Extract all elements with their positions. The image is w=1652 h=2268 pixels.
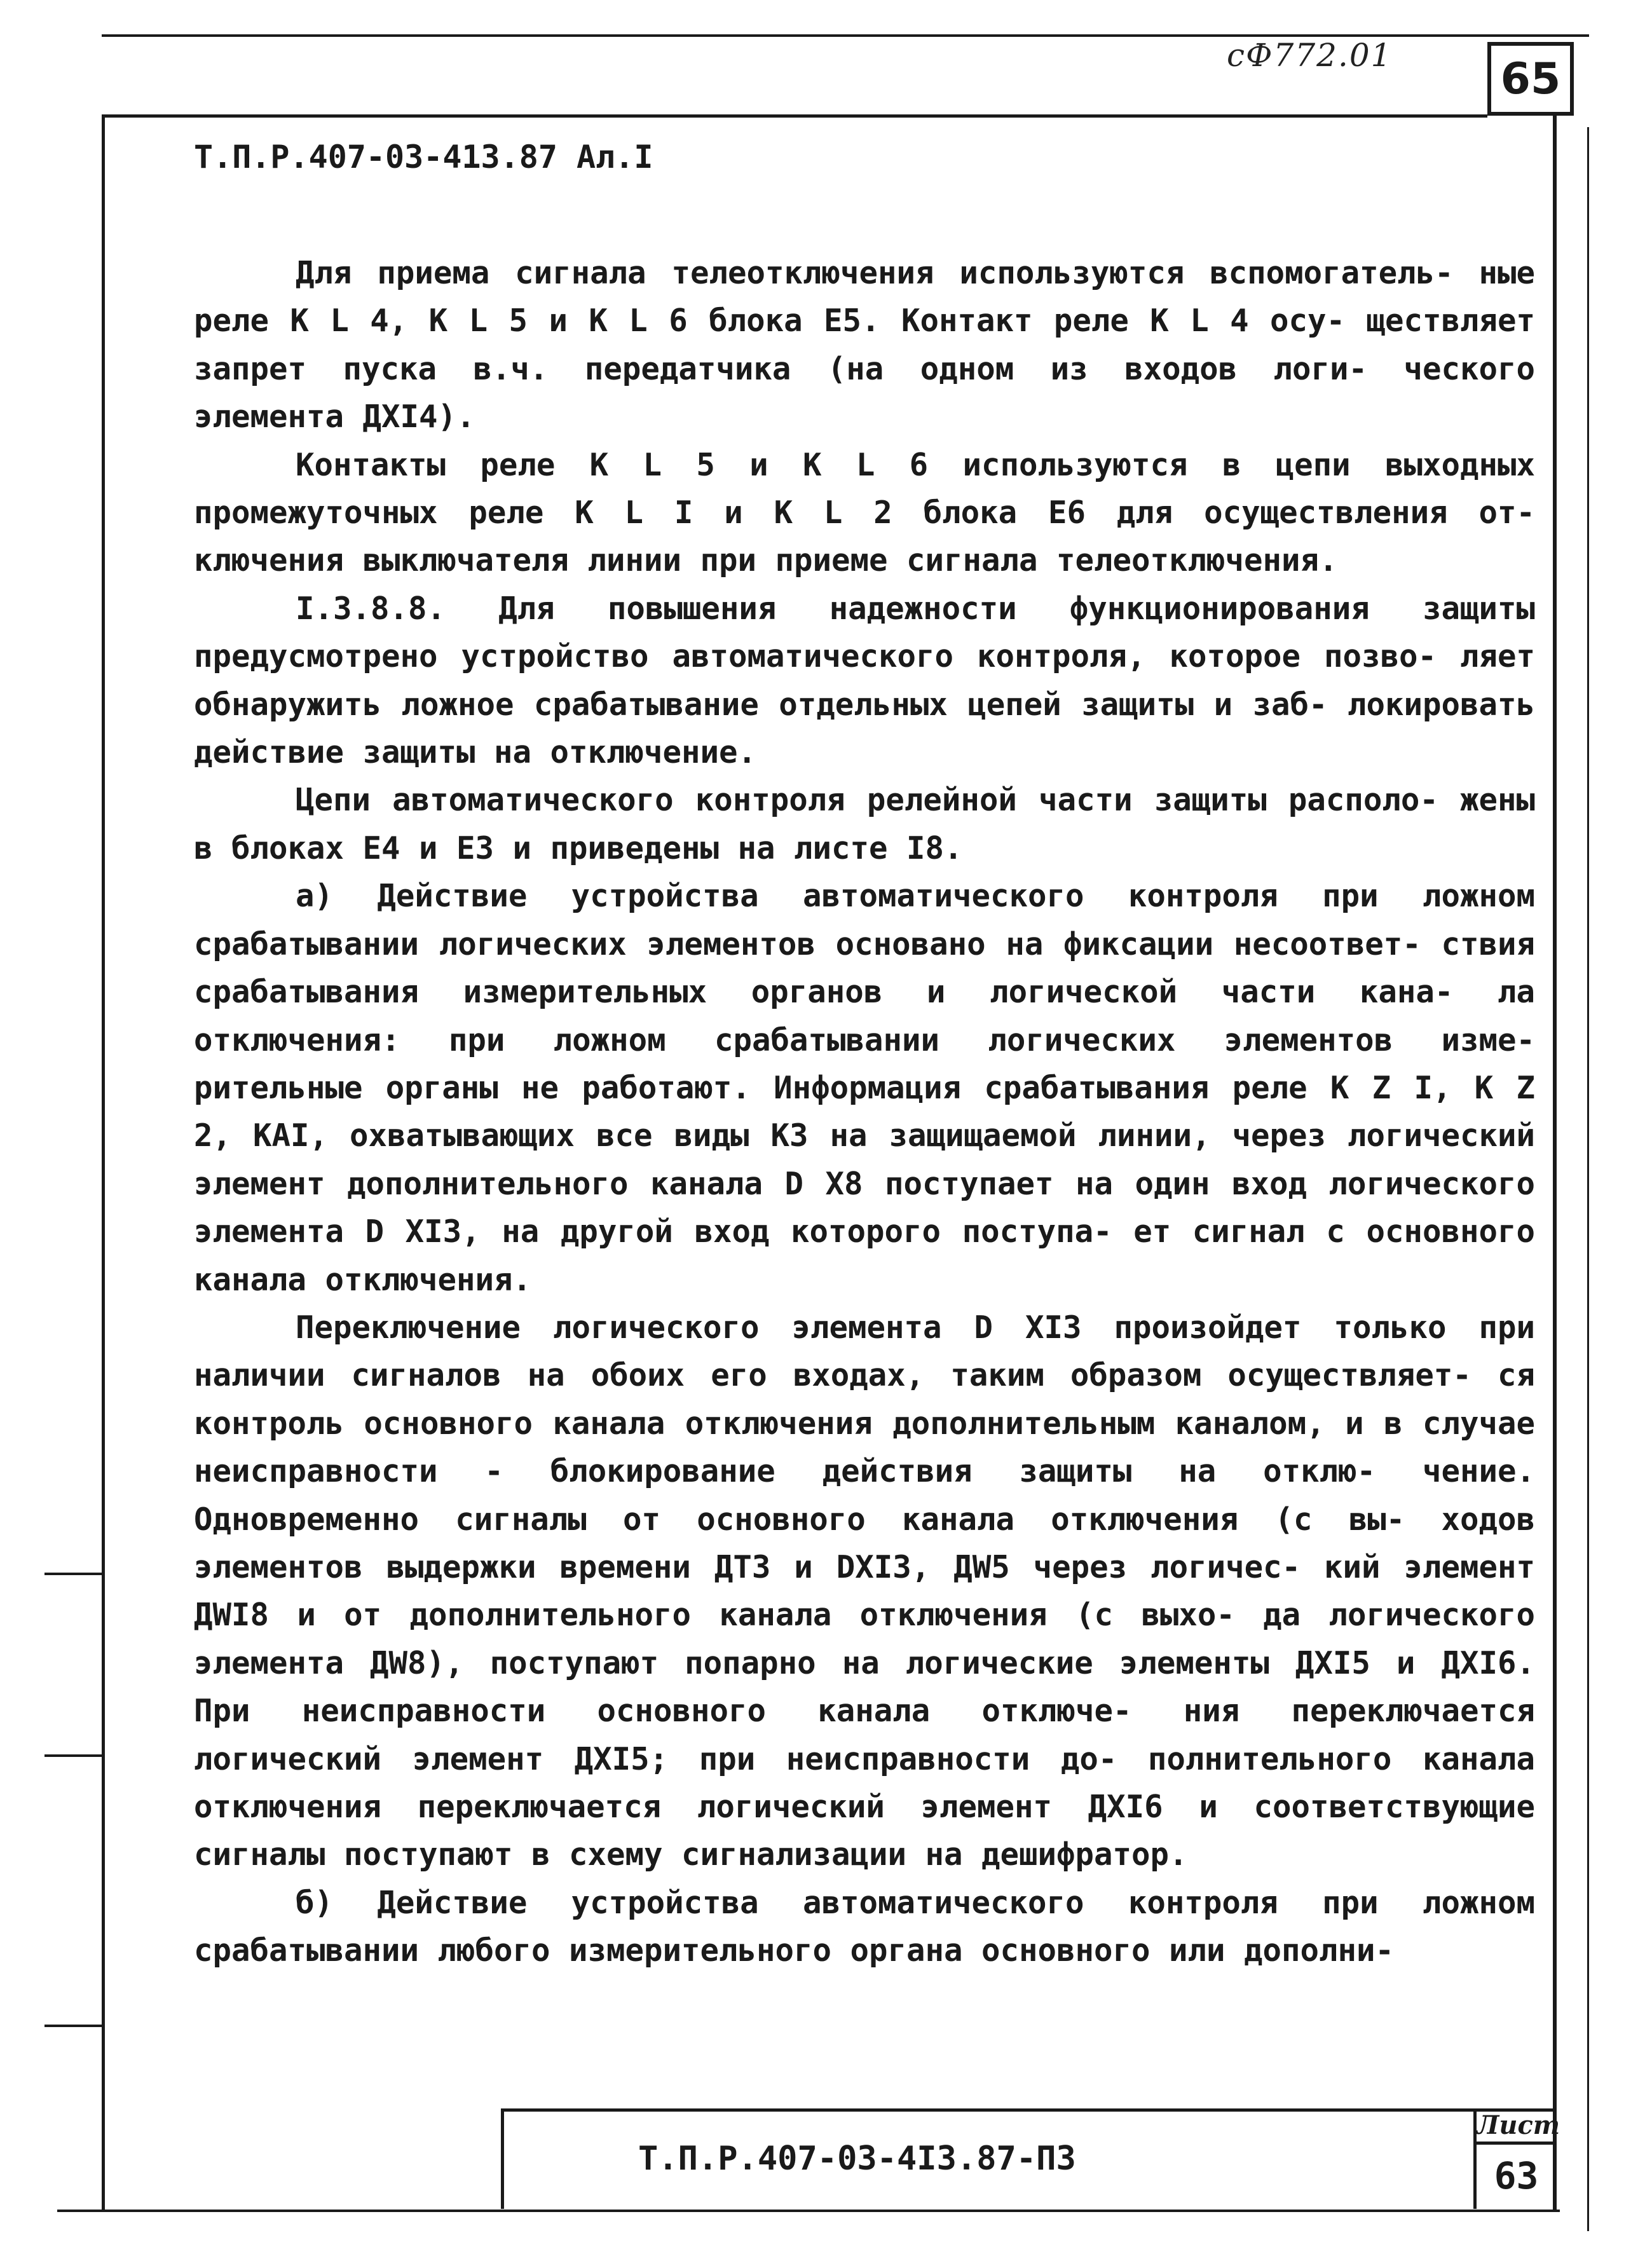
outer-right-line bbox=[1587, 127, 1589, 2231]
document-header: Т.П.Р.407-03-413.87 Ал.I bbox=[194, 139, 653, 175]
paragraph: I.3.8.8. Для повышения надежности функционирования защиты предусмотрено устройство автоматического контроля, которое позво- ляет обнаружить ложное срабатывание отдельных цепей защиты и заб- локировать действие защиты на отключение. bbox=[194, 590, 1535, 771]
left-margin-tick bbox=[44, 1754, 102, 1757]
paragraph: Переключение логического элемента D ХI3 произойдет только при наличии сигналов на обоих его входах, таким образом осуществляет- ся контроль основного канала отключения дополнительным каналом, и в случае неисправности - блокирование действия защиты на отклю- чение. Одновременно сигналы от основного канала отключения (с вы- ходов элементов выдержки времени ДТ3 и DХI3, ДW5 через логичес- кий элемент ДWI8 и от дополнительного канала отключения (с выхо- да логического элемента ДW8), поступают попарно на логические элементы ДХI5 и ДХI6. При неисправности основного канала отключе- ния переключается логический элемент ДХI5; при неисправности до- полнительного канала отключения переключается логический элемент ДХI6 и соответствующие сигналы поступают в схему сигнализации на дешифратор. bbox=[194, 1309, 1535, 1873]
right-frame-line bbox=[1553, 114, 1557, 2210]
body-text bbox=[194, 249, 1535, 1975]
handwritten-mark: сФ772.01 bbox=[1227, 37, 1393, 74]
sheet-label: Лист bbox=[1477, 2109, 1556, 2145]
stamp-document-code: Т.П.Р.407-03-4I3.87-П3 bbox=[638, 2140, 1076, 2178]
inner-top-rule bbox=[102, 114, 1487, 118]
paragraph: Для приема сигнала телеотключения используются вспомогатель- ные реле К L 4, К L 5 и К L 6 блока Е5. Контакт реле К L 4 осу- ществляет запрет пуска в.ч. передатчика (на одном из входов логи- ческого элемента ДХI4). bbox=[194, 255, 1535, 435]
page-number: 65 bbox=[1500, 53, 1561, 104]
left-margin-tick bbox=[44, 1573, 102, 1575]
sheet-cell bbox=[1473, 2109, 1560, 2209]
bottom-rule bbox=[57, 2210, 1560, 2212]
sheet-number: 63 bbox=[1494, 2154, 1539, 2197]
page-number-box bbox=[1487, 42, 1574, 116]
left-margin-tick bbox=[44, 2025, 102, 2027]
paragraph: Контакты реле К L 5 и К L 6 используются в цепи выходных промежуточных реле К L I и К L 2 блока Е6 для осуществления от- ключения выключателя линии при приеме сигнала телеотключения. bbox=[194, 446, 1535, 579]
paragraph: б) Действие устройства автоматического контроля при ложном срабатывании любого измерительного органа основного или дополни- bbox=[194, 1884, 1535, 1969]
left-frame-line bbox=[102, 114, 105, 2212]
paragraph: Цепи автоматического контроля релейной части защиты располо- жены в блоках Е4 и Е3 и приведены на листе I8. bbox=[194, 782, 1535, 866]
paragraph: а) Действие устройства автоматического контроля при ложном срабатывании логических элементов основано на фиксации несоответ- ствия срабатывания измерительных органов и логической части кана- ла отключения: при ложном срабатывании логических элементов изме- рительные органы не работают. Информация срабатывания реле К Z I, К Z 2, КАI, охватывающих все виды КЗ на защищаемой линии, через логический элемент дополнительного канала D Х8 поступает на один вход логического элемента D ХI3, на другой вход которого поступа- ет сигнал с основного канала отключения. bbox=[194, 878, 1535, 1298]
